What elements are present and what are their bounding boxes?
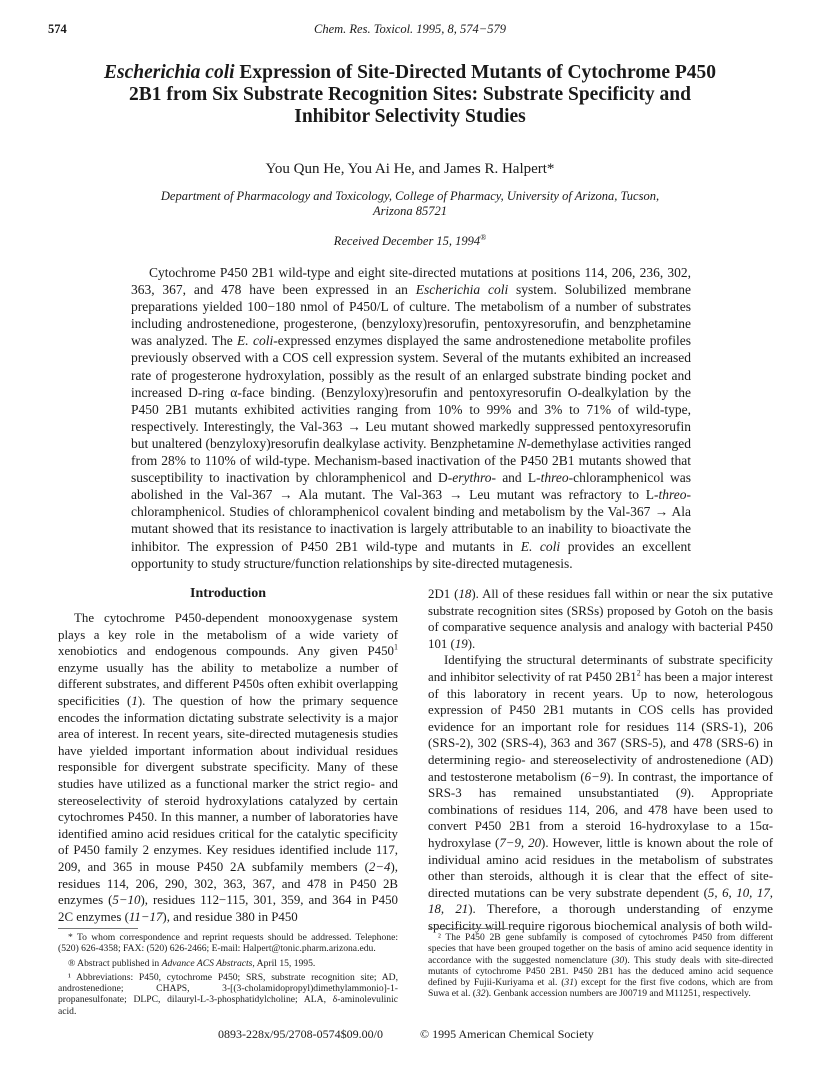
article-code: 0893-228x/95/2708-0574$09.00/0 (218, 1027, 383, 1041)
page-number: 574 (48, 22, 67, 36)
reference-number: 1 (131, 693, 138, 708)
footnote-text: ® Abstract published in (68, 957, 162, 969)
body-text: enzyme usually has the ability to metabolize a number of different substrates, and different P450s often exhibit overlapping specificities ( (58, 660, 398, 708)
section-heading: Introduction (190, 586, 266, 601)
body-text: ). Appropriate combinations of residues 114, 206, and 478 have been used to convert P450 2B1 from a steroid 16-hydroxylase to a 15α-hydroxylase ( (428, 786, 773, 850)
footnote-text: ). Genbank accession numbers are J00719 and M11251, respectively. (485, 988, 751, 1000)
abstract-text: -expressed enzymes displayed the same androstenedione metabolite profiles previously observed with a COS cell expression system. Several of the mutants exhibited an increased rate of progesterone hydroxylation, possibly as the result of an enlarged substrate binding pocket and increased D-ring α-face binding. (Benzyloxy)resorufin and pentoxyresorufin O-dealkylation by the P450 2B1 mutants exhibited activities ranging from 10% to 99% and 3% to 71% of wild-type, respectively. Interestingly, the Val-363 → Leu mutant showed markedly suppressed pentoxyresorufin but unaltered (benzyloxy)resorufin dealkylase activity. Benzphetamine (131, 333, 691, 451)
received-date (0, 233, 820, 249)
abstract-text: provides an excellent opportunity to study structure/function relationships by site-directed mutagenesis. (131, 538, 691, 571)
right-column (428, 586, 773, 934)
journal-citation: Chem. Res. Toxicol. 1995, 8, 574−579 (314, 22, 506, 36)
reference-number: 19 (454, 636, 468, 651)
affiliation: Department of Pharmacology and Toxicology, College of Pharmacy, University of Arizona, Tucson, Arizona 85721 (160, 189, 660, 218)
reference-number: 6−9 (584, 769, 607, 784)
abstract-italic: E. coli (237, 333, 274, 349)
body-paragraph (58, 610, 398, 925)
body-text: ). Therefore, a thorough understanding of enzyme specificity will require rigorous biochemical analysis of both wild- (428, 902, 773, 933)
body-text: ). All of these residues fall within or near the six putative substrate recognition sites (SRSs) proposed by Gotoh on the basis of comparative sequence analysis and analogy with bacterial P450 101 ( (428, 587, 773, 651)
body-paragraph (428, 652, 773, 934)
received-mark: ® (480, 233, 487, 242)
reference-number: 9 (680, 786, 687, 801)
footnote-divider (58, 928, 138, 929)
footnote-text: ). This study deals with site-directed mutants of cytochrome P450 2B1. P450 2B1 has the deduced amino acid sequence defined by Fujii-Kuriyama et al. ( (428, 954, 773, 989)
article-title (90, 62, 730, 128)
body-text: has been a major interest of this laboratory in recent years. Up to now, heterologous expression of P450 2B1 mutants in COS cells has provided evidence for an important role for residues 114 (SRS-1), 206 (SRS-2), 302 (SRS-4), 363 and 367 (SRS-5), and 478 (SRS-6) in determining regio- and stereoselectivity of androstenedione (AD) and testosterone metabolism ( (428, 669, 773, 784)
abstract-text: -chloramphenicol. Studies of chloramphenicol covalent binding and metabolism by the Val-367 → Ala mutant showed that its resistance to inactivation is largely attributable to an inability to bioactivate the inhibitor. The expression of P450 2B1 wild-type and mutants in (131, 487, 691, 554)
received-text: Received December 15, 1994 (333, 234, 481, 249)
abstract-italic: N (517, 435, 527, 451)
body-paragraph (428, 586, 773, 652)
footnote-marker: 2 (636, 668, 641, 678)
body-text: ). (467, 636, 476, 651)
body-text: Identifying the structural determinants of substrate specificity and inhibitor selectivity of rat P450 2B1 (428, 653, 773, 684)
footnote (428, 932, 773, 1000)
body-text: ). The question of how the primary sequence encodes the information dictating substrate selectivity is a major area of interest. In recent years, site-directed mutagenesis studies have yielded important information about individual residues responsible for divergent substrate specificity. Many of these studies have utilized as a functional marker the strict regio- and stereoselectivity of steroid hydroxylations catalyzed by certain cytochromes P450. In this manner, a number of laboratories have identified amino acid residues critical for the catalytic specificity of P450 family 2 enzymes. Key residues identified include 117, 209, and 365 in mouse P450 2A subfamily members ( (58, 693, 398, 874)
footnote-divider (428, 928, 508, 929)
abstract-italic: Escherichia coli (415, 282, 509, 298)
abstract-text: -demethylase activities ranged from 28% to 110% of wild-type. Mechanism-based inactivation of the P450 2B1 mutants showed that susceptibility to inactivation by chloramphenicol and D- (131, 435, 691, 486)
footnote-italic: Advance ACS Abstracts (161, 957, 253, 969)
reference-number: 5−10 (112, 893, 141, 908)
abstract-text: system. Solubilized membrane preparations yielded 100−180 nmol of P450/L of culture. The metabolism of a number of substrates including androstenedione, progesterone, (benzyloxy)resorufin, pentoxyresorufin, and benzphetamine was analyzed. The (131, 282, 691, 349)
footnote: * To whom correspondence and reprint requests should be addressed. Telephone: (520) 626-4358; FAX: (520) 626-2466; E-mail: Halpert@tonic.pharm.arizona.edu. (58, 932, 398, 955)
reference-number: 11−17 (128, 909, 163, 924)
reference-number: 7−9, 20 (499, 835, 542, 850)
footnote-marker: 1 (394, 642, 398, 652)
left-column (58, 586, 398, 925)
body-text: ), residues 114, 206, 290, 302, 363, 367, and 478 in P450 2B enzymes ( (58, 859, 398, 908)
abstract-italic: threo (658, 487, 687, 503)
copyright: © 1995 American Chemical Society (420, 1027, 594, 1041)
reference-number: 2−4 (368, 859, 391, 874)
body-text: ), residues 112−115, 301, 359, and 364 in P450 2C enzymes ( (58, 893, 398, 924)
body-text: 2D1 ( (428, 587, 459, 601)
abstract-text: Cytochrome P450 2B1 wild-type and eight site-directed mutations at positions 114, 206, 236, 302, 363, 367, and 478 have been expressed in an (131, 265, 691, 298)
abstract-text: -chloramphenicol was abolished in the Val-367 → Ala mutant. The Val-363 → Leu mutant was refractory to L- (131, 470, 691, 503)
body-text: ), and residue 380 in P450 (162, 909, 298, 924)
body-text: The cytochrome P450-dependent monooxygenase system plays a key role in the metabolism of a wide variety of xenobiotics and endogenous compounds. Any given P450 (58, 611, 398, 659)
reference-number: 30 (614, 954, 625, 966)
footnote-text: ² The P450 2B gene subfamily is composed of cytochromes P450 from different species that have been grouped together on the basis of amino acid sequence identity in accordance with the suggested nomenclature ( (428, 932, 773, 966)
reference-number: 32 (475, 988, 486, 1000)
author-list: You Qun He, You Ai He, and James R. Halpert* (265, 161, 555, 177)
footnote-text: ) except for the first five codons, which are from Suwa et al. ( (428, 977, 773, 1000)
reference-number: 5, 6, 10, 17, 18, 21 (428, 885, 773, 917)
abstract-italic: erythro (452, 470, 492, 486)
reference-number: 18 (458, 587, 472, 601)
abstract-text: - and L- (491, 470, 541, 486)
footnotes-right (428, 928, 773, 1000)
footnote: ¹ Abbreviations: P450, cytochrome P450; SRS, substrate recognition site; AD, androstenedione; CHAPS, 3-[(3-cholamidopropyl)dimethylammonio]-1-propanesulfonate; DLPC, dilauryl-L-3-phosphatidylcholine; ALA, δ-aminolevulinic acid. (58, 971, 398, 1017)
abstract (131, 264, 691, 572)
abstract-italic: E. coli (520, 538, 561, 554)
footnotes-left (58, 928, 398, 1017)
title-italic: Escherichia coli (103, 62, 235, 83)
abstract-italic: threo (540, 470, 569, 486)
title-rest: Expression of Site-Directed Mutants of Cytochrome P450 2B1 from Six Substrate Recognition Sites: Substrate Specificity and Inhibitor Selectivity Studies (129, 62, 717, 127)
body-text: ). However, little is known about the role of individual amino acid residues in the metabolism of substrates other than steroids, although it is clear that the effect of site-directed mutations can be very substrate dependent ( (428, 835, 773, 900)
body-text: ). In contrast, the importance of SRS-3 has remained unsubstantiated ( (428, 769, 773, 801)
footnote-text: , April 15, 1995. (252, 957, 316, 969)
reference-number: 31 (564, 977, 575, 989)
footnote (58, 958, 398, 969)
